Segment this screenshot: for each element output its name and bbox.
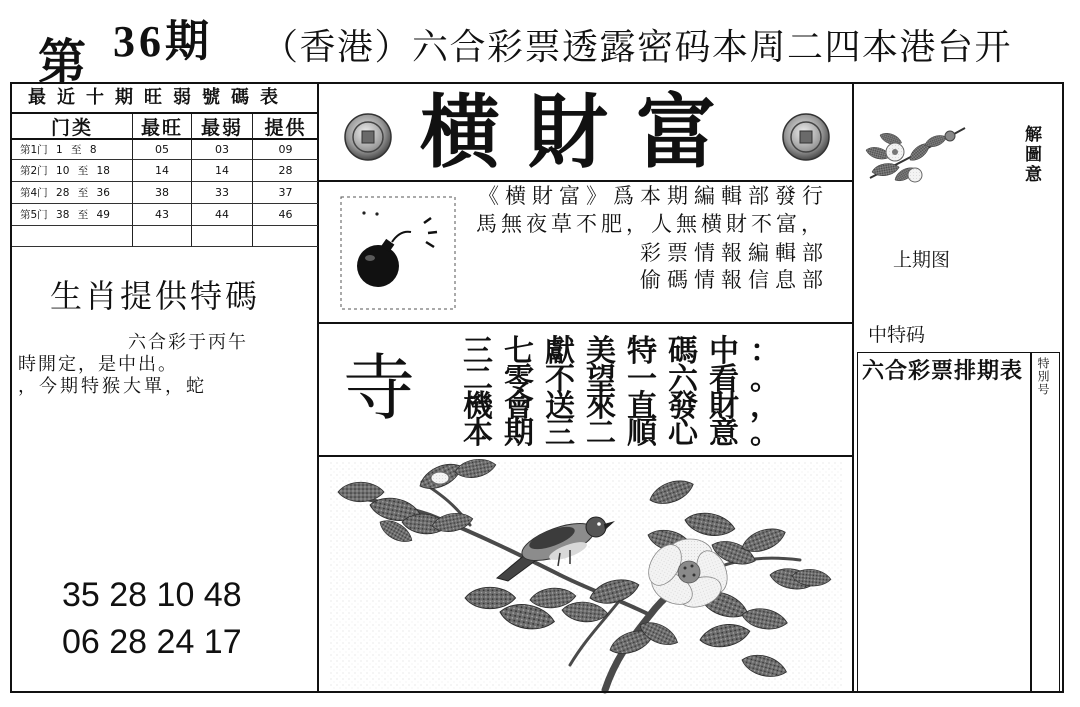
table-cell: 05 [133, 140, 192, 160]
table-cell: 第5门 38 至 49 [12, 204, 133, 226]
table-cell: 28 [253, 160, 318, 182]
table-cell: 46 [253, 204, 318, 226]
number-set: 35 28 10 48 [62, 576, 242, 614]
issue-number: 36期 [113, 17, 213, 66]
column-header: 最旺 [133, 114, 192, 140]
column-header: 提供 [253, 114, 318, 140]
poem-line: 機會送來直發財， [463, 389, 791, 424]
table-cell: 14 [192, 160, 253, 182]
table-cell: 43 [133, 204, 192, 226]
hot-cold-table [12, 112, 318, 245]
schedule-title: 六合彩票排期表 [862, 358, 1024, 384]
interpretation-label: 解圖意 [1021, 125, 1041, 185]
zodiac-text-line: 六合彩于丙午 [128, 332, 248, 353]
right-divider [852, 82, 854, 693]
number-set: 06 28 24 17 [62, 623, 242, 661]
empty-cell [192, 226, 253, 247]
banner-title: 横財富 [420, 85, 744, 179]
table-cell: 38 [133, 182, 192, 204]
column-header: 门类 [12, 114, 133, 140]
table-cell: 14 [133, 160, 192, 182]
empty-cell [253, 226, 318, 247]
last-issue-label: 上期图 [893, 249, 951, 271]
issue-prefix: 第 [38, 34, 87, 90]
schedule-divider [1030, 352, 1032, 693]
column-header: 最弱 [192, 114, 253, 140]
special-code-label: 中特码 [868, 324, 926, 346]
zodiac-text-line: 時開定，是中出。 [18, 354, 178, 375]
table-cell: 33 [192, 182, 253, 204]
table-title: 最近十期旺弱號碼表 [28, 87, 289, 108]
intro-line: 《横財富》爲本期編輯部發行 [478, 184, 829, 208]
intro-line: 偷碼情報信息部 [640, 268, 829, 292]
special-number-label: 特別号 [1036, 357, 1050, 396]
empty-cell [133, 226, 192, 247]
section-rule [318, 455, 853, 457]
table-cell: 第2门 10 至 18 [12, 160, 133, 182]
table-cell: 第1门 1 至 8 [12, 140, 133, 160]
table-cell: 03 [192, 140, 253, 160]
table-cell: 第4门 28 至 36 [12, 182, 133, 204]
poem-line: 本期三二順心意。 [463, 416, 791, 451]
page-title: （香港）六合彩票透露密码本周二四本港台开 [262, 27, 1013, 68]
intro-line: 彩票情報編輯部 [640, 241, 829, 265]
zodiac-text-line: ，今期特猴大單，蛇 [18, 376, 207, 397]
section-rule [318, 322, 853, 324]
table-cell: 37 [253, 182, 318, 204]
poem-line: 三七獻美特碼中： [463, 334, 791, 369]
poem-line: 二零不望一六看。 [463, 362, 791, 397]
table-cell: 09 [253, 140, 318, 160]
zodiac-title: 生肖提供特碼 [50, 277, 261, 315]
riddle-character: 寺 [343, 346, 416, 430]
intro-line: 馬無夜草不肥，人無横財不富， [476, 212, 826, 236]
section-rule [318, 180, 853, 182]
empty-cell [12, 226, 133, 247]
table-cell: 44 [192, 204, 253, 226]
